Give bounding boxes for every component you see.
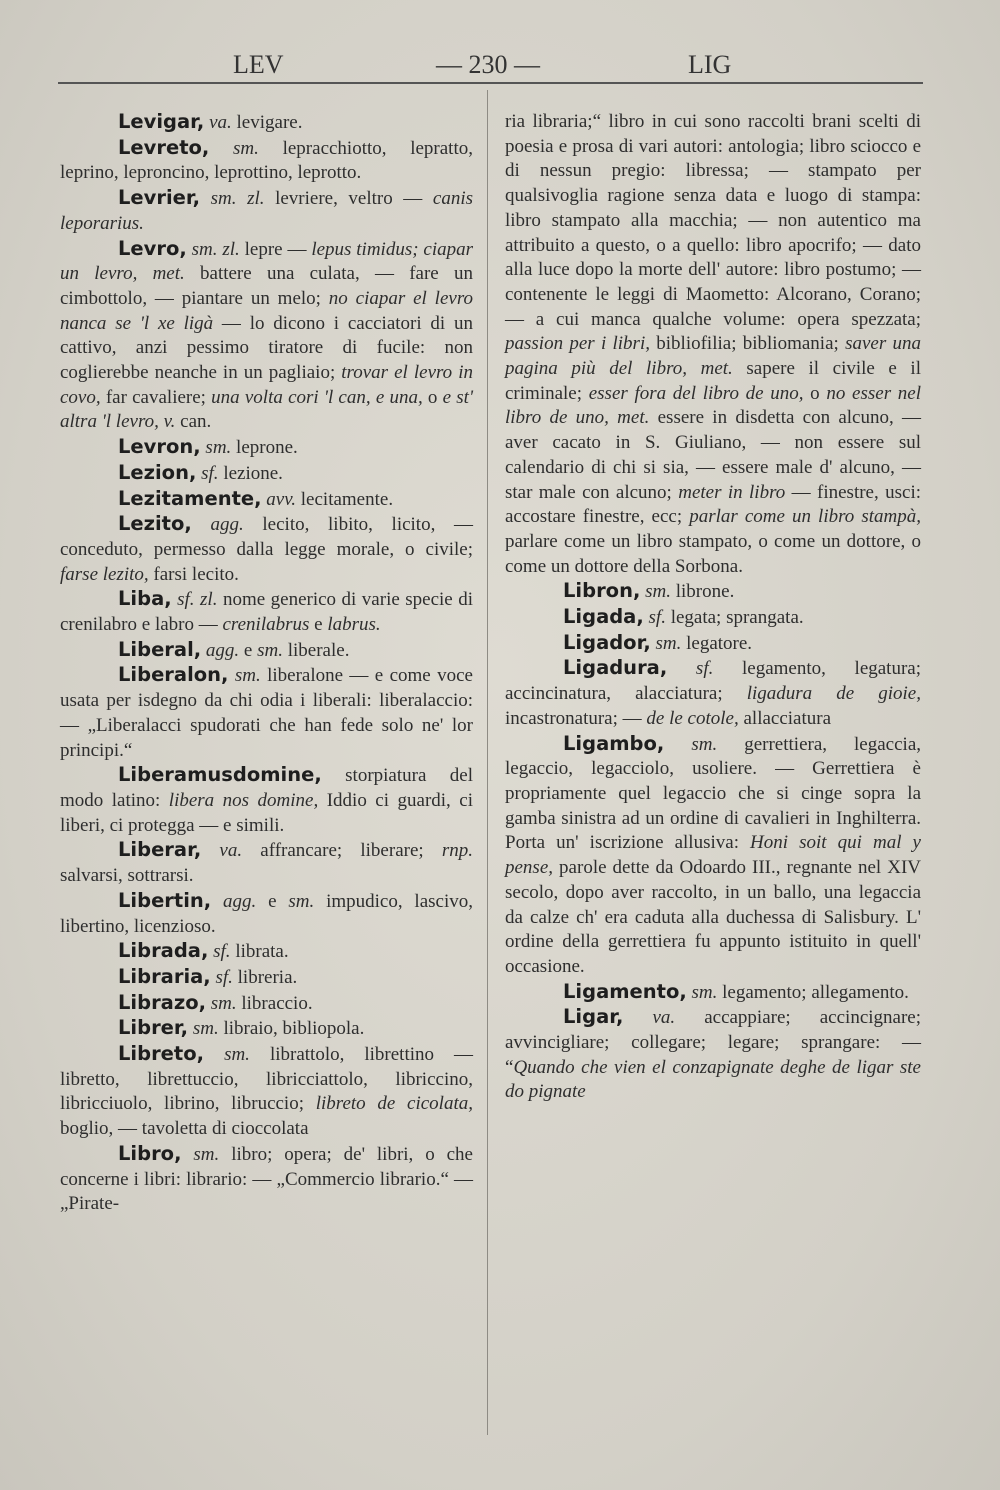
entry-italic-text: sm. (205, 437, 232, 459)
entry-italic-text: sm. (224, 1044, 250, 1066)
entry-italic-text: e st' altra 'l levro, v. (60, 386, 474, 433)
entry-text: parole dette da Odoardo III., regnante nel XIV secolo, dopo aver raccolto, in un ballo, una legaccia da calze ch' era caduta alla duchessa di Salisbury. L' ordine della gerrettiera fu appunto istituito in quell' occasione. (505, 857, 921, 977)
dictionary-entry (60, 136, 473, 186)
entry-italic-text: Quando che vien el conzapignate deghe de ligar ste do pignate (505, 1056, 921, 1103)
entry-text: essere in disdetta con alcuno, — aver cacato in S. Giuliano, — non essere sul calendario di chi si sia, — essere male d' alcuno, — star male con alcuno; (505, 407, 921, 503)
entry-text: incastronatura; — (505, 707, 647, 729)
entry-headword: Levron, (118, 435, 201, 459)
entry-headword: Libertin, (118, 888, 212, 912)
entry-text: legamento; allegamento. (717, 981, 909, 1003)
dictionary-entry (505, 656, 921, 731)
entry-italic-text: sf. zl. (177, 589, 218, 611)
entry-italic-text: va. (652, 1007, 676, 1029)
dictionary-entry (60, 587, 473, 637)
entry-italic-text: trovar el levro in covo, (60, 362, 473, 408)
entry-italic-text: no ciapar el levro nanca se 'l xe ligà (60, 287, 474, 334)
entry-headword: Liberar, (118, 838, 202, 862)
running-head (58, 50, 918, 84)
entry-text: libro; opera; de' libri, o che concerne i libri: librario: — „Commercio librario.“ — „Pirate- (60, 1143, 473, 1215)
dictionary-entry (60, 638, 473, 664)
entry-text: e (239, 639, 258, 661)
entry-italic-text: labrus. (327, 614, 381, 636)
dictionary-entry (60, 1142, 473, 1217)
entry-text: o (803, 382, 827, 404)
entry-italic-text: lepus timidus; ciapar un levro, met. (60, 238, 473, 285)
entry-headword: Liberamusdomine, (118, 763, 322, 787)
entry-italic-text: sm. (645, 581, 671, 603)
dictionary-entry (505, 980, 921, 1006)
entry-italic-text: sm. (193, 1143, 220, 1165)
column-divider (487, 90, 488, 1435)
entry-italic-text: sf. (201, 462, 219, 484)
entry-headword: Ligambo, (563, 731, 665, 755)
entry-italic-text: sf. (695, 658, 714, 680)
entry-italic-text: sm. (192, 1018, 219, 1040)
entry-text: parlare come un libro stampato, o come un dottore, o come un dottore della Sorbona. (505, 530, 921, 577)
entry-text: libraccio. (236, 992, 313, 1014)
entry-italic-text: passion per i libri, (505, 333, 650, 355)
entry-italic-text: agg. (210, 514, 244, 536)
entry-italic-text: de le cotole, (646, 707, 739, 729)
entry-italic-text: sm. (288, 890, 315, 912)
entry-text: leprone. (231, 437, 298, 459)
entry-text: o (422, 386, 443, 408)
dictionary-entry (60, 1016, 473, 1042)
entry-text: salvarsi, sottrarsi. (60, 865, 194, 887)
entry-text: e (309, 614, 328, 636)
entry-italic-text: rnp. (441, 840, 474, 862)
entry-headword: Ligadura, (563, 656, 668, 680)
entry-text: storpiatura del modo latino: (60, 765, 474, 811)
entry-text: far cavaliere; (100, 386, 212, 408)
entry-headword: Ligada, (563, 605, 644, 629)
dictionary-entry (505, 1005, 921, 1105)
dictionary-entry (60, 461, 473, 487)
entry-italic-text: va. (219, 840, 243, 862)
entry-italic-text: sm. (210, 992, 237, 1014)
entry-text: boglio, — tavoletta di cioccolata (60, 1118, 309, 1140)
entry-text: lezione. (218, 462, 283, 484)
entry-italic-text: agg. (223, 890, 257, 912)
entry-italic-text: sm. zl. (191, 238, 240, 260)
entry-text: libraio, bibliopola. (218, 1018, 365, 1040)
dictionary-entry (60, 512, 473, 587)
entry-headword: Libron, (563, 579, 641, 603)
dictionary-entry (60, 237, 473, 436)
entry-italic-text: sm. (233, 137, 259, 159)
dictionary-entry (60, 435, 473, 461)
dictionary-entry (60, 838, 473, 888)
left-column (60, 110, 473, 1217)
entry-italic-text: va. (209, 112, 232, 133)
entry-headword: Lezion, (118, 460, 197, 484)
entry-headword: Liba, (118, 587, 172, 611)
entry-text: impudico, lascivo, libertino, licenzioso. (60, 890, 474, 937)
entry-headword: Ligamento, (563, 979, 687, 1003)
entry-text: can. (175, 411, 212, 433)
entry-text: legamento, legatura; accincinatura, alacciatura; (505, 658, 921, 705)
entry-italic-text: parlar come un libro stampà, (689, 506, 922, 528)
entry-text: liberale. (282, 639, 350, 661)
entry-text: accappiare; accincignare; avvincigliare; collegare; legare; sprangare: — “ (505, 1007, 922, 1078)
entry-italic-text: farse lezito, (60, 563, 149, 585)
entry-text: allacciatura (738, 707, 832, 729)
entry-headword: Libreto, (118, 1042, 205, 1066)
entry-italic-text: sf. (213, 941, 231, 963)
entry-text: affrancare; liberare; (242, 840, 442, 862)
entry-text: Iddio ci guardi, ci liberi, ci protegga — e simili. (60, 789, 473, 836)
page-number: — 230 — (436, 50, 540, 79)
dictionary-entry (505, 110, 921, 579)
entry-headword: Ligar, (563, 1005, 624, 1029)
entry-headword: Levrier, (118, 186, 201, 210)
dictionary-entry (60, 110, 473, 136)
entry-text: — lo dicono i cacciatori di un cattivo, anzi pessimo tiratore di fucile: non coglierebbe neanche in un pagliaio; (60, 312, 473, 384)
entry-text: sapere il civile e il criminale; (505, 358, 921, 404)
entry-italic-text: canis leporarius. (60, 188, 473, 234)
header-right-guide-word: LIG (688, 50, 732, 79)
dictionary-entry (60, 186, 473, 236)
entry-text: lecitamente. (296, 488, 394, 510)
entry-italic-text: libreto de cicolata, (315, 1093, 473, 1115)
entry-italic-text: sf. (215, 966, 233, 988)
entry-headword: Ligador, (563, 630, 651, 654)
dictionary-entry (60, 991, 473, 1017)
dictionary-entry (60, 663, 473, 763)
entry-text: gerrettiera, legaccia, legaccio, legacciolo, usoliere. — Gerrettiera è propriamente quel legaccio che si cinge sopra la gamba sinistra ad un ordine di cavalieri in Inghilterra. Porta un' iscrizione allusiva: (505, 733, 921, 854)
entry-italic-text: ligadura de gioie, (746, 683, 921, 705)
entry-text: lepracchiotto, lepratto, leprino, leproncino, leprottino, leprotto. (60, 137, 473, 184)
entry-italic-text: esser fora del libro de uno, (588, 382, 804, 404)
entry-text: ria libraria;“ libro in cui sono raccolti brani scelti di poesia e prosa di vari autori: antologia; libro sciocco e di nessun pregio: libressa; — stampato per qualsivoglia ragione senza data e luogo di stampa: libro stampato alla macchia; — non autentico ma attribuito a questo, o a quello: libro apocrifo; — dato alla luce dopo la morte dell' autore: libro postumo; — contenente le leggi di Maometto: Alcorano, Corano; — a cui manca qualche volume: opera spezzata; (505, 111, 921, 330)
entry-text: legatore. (681, 632, 753, 654)
entry-italic-text: una volta cori 'l can, e una, (211, 386, 423, 408)
header-rule (58, 82, 923, 84)
entry-italic-text: Honi soit qui mal y pense, (505, 832, 921, 879)
entry-headword: Levro, (118, 236, 187, 260)
entry-text: levriere, veltro — (264, 188, 433, 210)
entry-italic-text: saver una pagina più del libro, met. (505, 333, 921, 380)
entry-text: libreria. (232, 966, 298, 988)
entry-italic-text: meter in libro (678, 481, 786, 503)
entry-italic-text: crenilabrus (222, 614, 310, 636)
entry-text: bibliofilia; bibliomania; (649, 333, 846, 355)
entry-text: nome generico di varie specie di crenilabro e labro — (60, 589, 473, 636)
entry-text: levigare. (231, 112, 303, 133)
entry-text: legata; sprangata. (665, 607, 804, 629)
entry-headword: Levigar, (118, 110, 205, 133)
dictionary-entry (505, 605, 921, 631)
entry-headword: Librazo, (118, 990, 206, 1014)
dictionary-entry (60, 763, 473, 838)
entry-italic-text: avv. (266, 488, 297, 510)
entry-italic-text: sf. (648, 607, 666, 629)
entry-italic-text: sm. (691, 733, 718, 755)
entry-headword: Liberalon, (118, 663, 229, 687)
entry-text: librone. (671, 581, 735, 603)
entry-text: — finestre, usci: accostare finestre, ecc; (505, 481, 921, 528)
entry-headword: Libraria, (118, 964, 211, 988)
dictionary-entry (60, 487, 473, 513)
dictionary-entry (60, 1042, 473, 1142)
entry-italic-text: no esser nel libro de uno, met. (505, 382, 922, 429)
entry-text: e (256, 890, 289, 912)
entry-italic-text: sm. zl. (210, 188, 265, 210)
entry-headword: Libro, (118, 1141, 182, 1165)
dictionary-entry (60, 965, 473, 991)
entry-italic-text: sm. (257, 639, 283, 661)
entry-headword: Lezitamente, (118, 486, 262, 510)
entry-text: lepre — (239, 238, 312, 260)
dictionary-entry (60, 889, 473, 939)
entry-headword: Lezito, (118, 512, 192, 536)
entry-text: lecito, libito, licito, — conceduto, permesso dalla legge morale, o civile; (60, 514, 474, 560)
entry-headword: Librada, (118, 939, 209, 963)
entry-text: librata. (230, 941, 289, 963)
dictionary-entry (505, 579, 921, 605)
entry-italic-text: sm. (655, 632, 682, 654)
entry-italic-text: sm. (691, 981, 718, 1003)
entry-headword: Liberal, (118, 637, 202, 661)
entry-italic-text: sm. (234, 665, 261, 687)
entry-headword: Librer, (118, 1016, 189, 1040)
entry-text: farsi lecito. (148, 563, 239, 585)
header-left-guide-word: LEV (233, 50, 284, 79)
entry-italic-text: libera nos domine, (168, 789, 319, 811)
right-column (505, 110, 921, 1105)
entry-headword: Levreto, (118, 135, 210, 159)
entry-italic-text: agg. (205, 639, 240, 661)
entry-text: librattolo, librettino — libretto, librettuccio, libricciattolo, libriccino, libricciuolo, librino, libruccio; (60, 1044, 474, 1115)
dictionary-entry (505, 631, 921, 657)
entry-text: liberalone — e come voce usata per isdegno da chi odia i liberali: liberalaccio: — „Liberalacci spudorati che han fede solo ne' lor principi.“ (60, 665, 473, 761)
dictionary-entry (505, 732, 921, 980)
dictionary-entry (60, 939, 473, 965)
entry-text: battere una culata, — fare un cimbottolo, — piantare un melo; (60, 263, 473, 309)
